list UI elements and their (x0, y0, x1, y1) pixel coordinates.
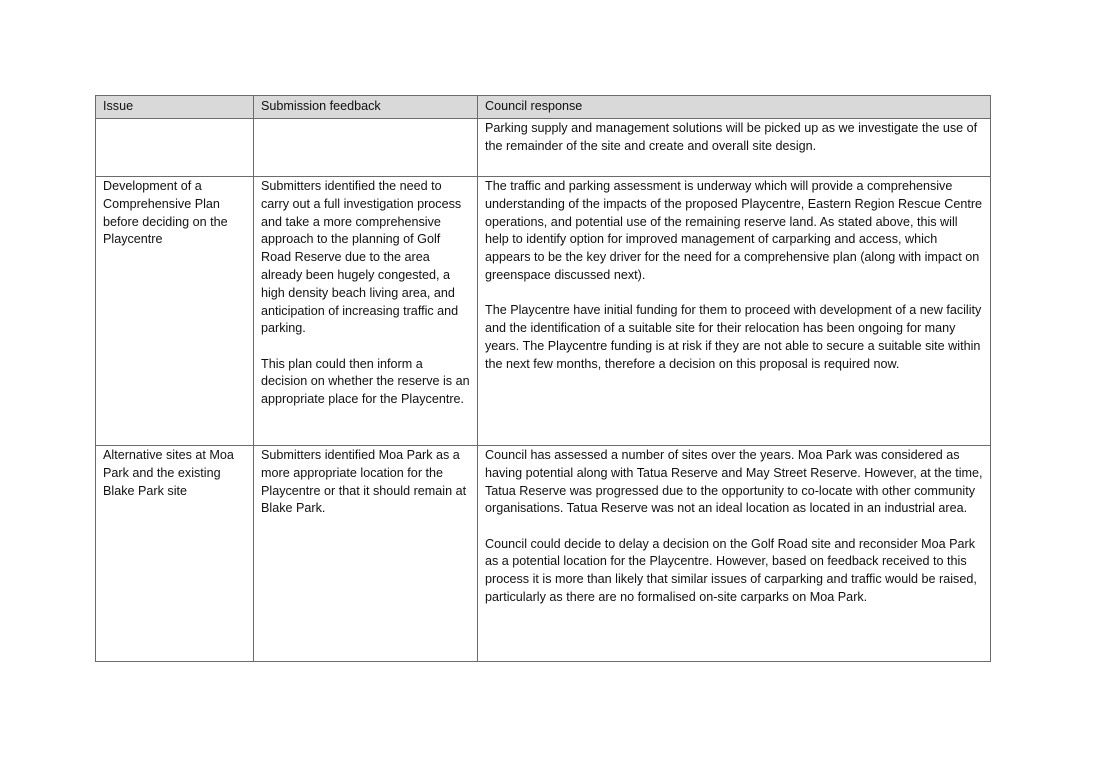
submissions-table (95, 95, 991, 662)
response-paragraph: Council has assessed a number of sites over the years. Moa Park was considered as having potential along with Tatua Reserve and May Street Reserve. However, at the time, Tatua Reserve was progressed due to the opportunity to co-locate with other community organisations. Tatua Reserve was not an ideal location as located in an industrial area. (485, 448, 983, 516)
feedback-cell (254, 177, 478, 446)
feedback-paragraph: Submitters identified the need to carry out a full investigation process and take a more comprehensive approach to the planning of Golf Road Reserve due to the area already been hugely congested, a high density beach living area, and anticipation of increasing traffic and parking. (261, 179, 462, 336)
header-submission-feedback: Submission feedback (254, 96, 478, 119)
issue-cell (96, 446, 254, 662)
response-paragraph: Council could decide to delay a decision on the Golf Road site and reconsider Moa Park as a potential location for the Playcentre. However, based on feedback received to this process it is more than likely that similar issues of carparking and traffic would be raised, particularly as there are no formalised on-site carparks on Moa Park. (485, 536, 977, 605)
issue-cell (96, 177, 254, 446)
response-paragraph: The traffic and parking assessment is underway which will provide a comprehensive understanding of the impacts of the proposed Playcentre, Eastern Region Rescue Centre operations, and potential use of the remaining reserve land. As stated above, this will help to identify option for improved management of carparking and access, which appears to be the key driver for the need for a comprehensive plan (along with impact on greenspace discussed next). (485, 179, 983, 282)
response-paragraph: The Playcentre have initial funding for them to proceed with development of a new facility and the identification of a suitable site for their relocation has been ongoing for many years. The Playcentre funding is at risk if they are not able to secure a suitable site within the next few months, therefore a decision on this proposal is required now. (485, 303, 982, 371)
response-cell (478, 177, 991, 446)
table-row (96, 119, 991, 177)
header-council-response: Council response (478, 96, 991, 119)
issue-text: Development of a Comprehensive Plan before deciding on the Playcentre (103, 179, 228, 247)
issue-cell (96, 119, 254, 177)
feedback-cell (254, 119, 478, 177)
issue-text: Alternative sites at Moa Park and the existing Blake Park site (103, 448, 234, 498)
feedback-paragraph: Submitters identified Moa Park as a more appropriate location for the Playcentre or that it should remain at Blake Park. (261, 448, 467, 516)
table-row (96, 177, 991, 446)
feedback-cell (254, 446, 478, 662)
response-paragraph: Parking supply and management solutions will be picked up as we investigate the use of the remainder of the site and create and overall site design. (485, 121, 978, 153)
response-cell (478, 446, 991, 662)
table-header-row (96, 96, 991, 119)
header-issue: Issue (96, 96, 254, 119)
feedback-paragraph: This plan could then inform a decision on whether the reserve is an appropriate place for the Playcentre. (261, 356, 470, 407)
response-cell (478, 119, 991, 177)
table-row (96, 446, 991, 662)
